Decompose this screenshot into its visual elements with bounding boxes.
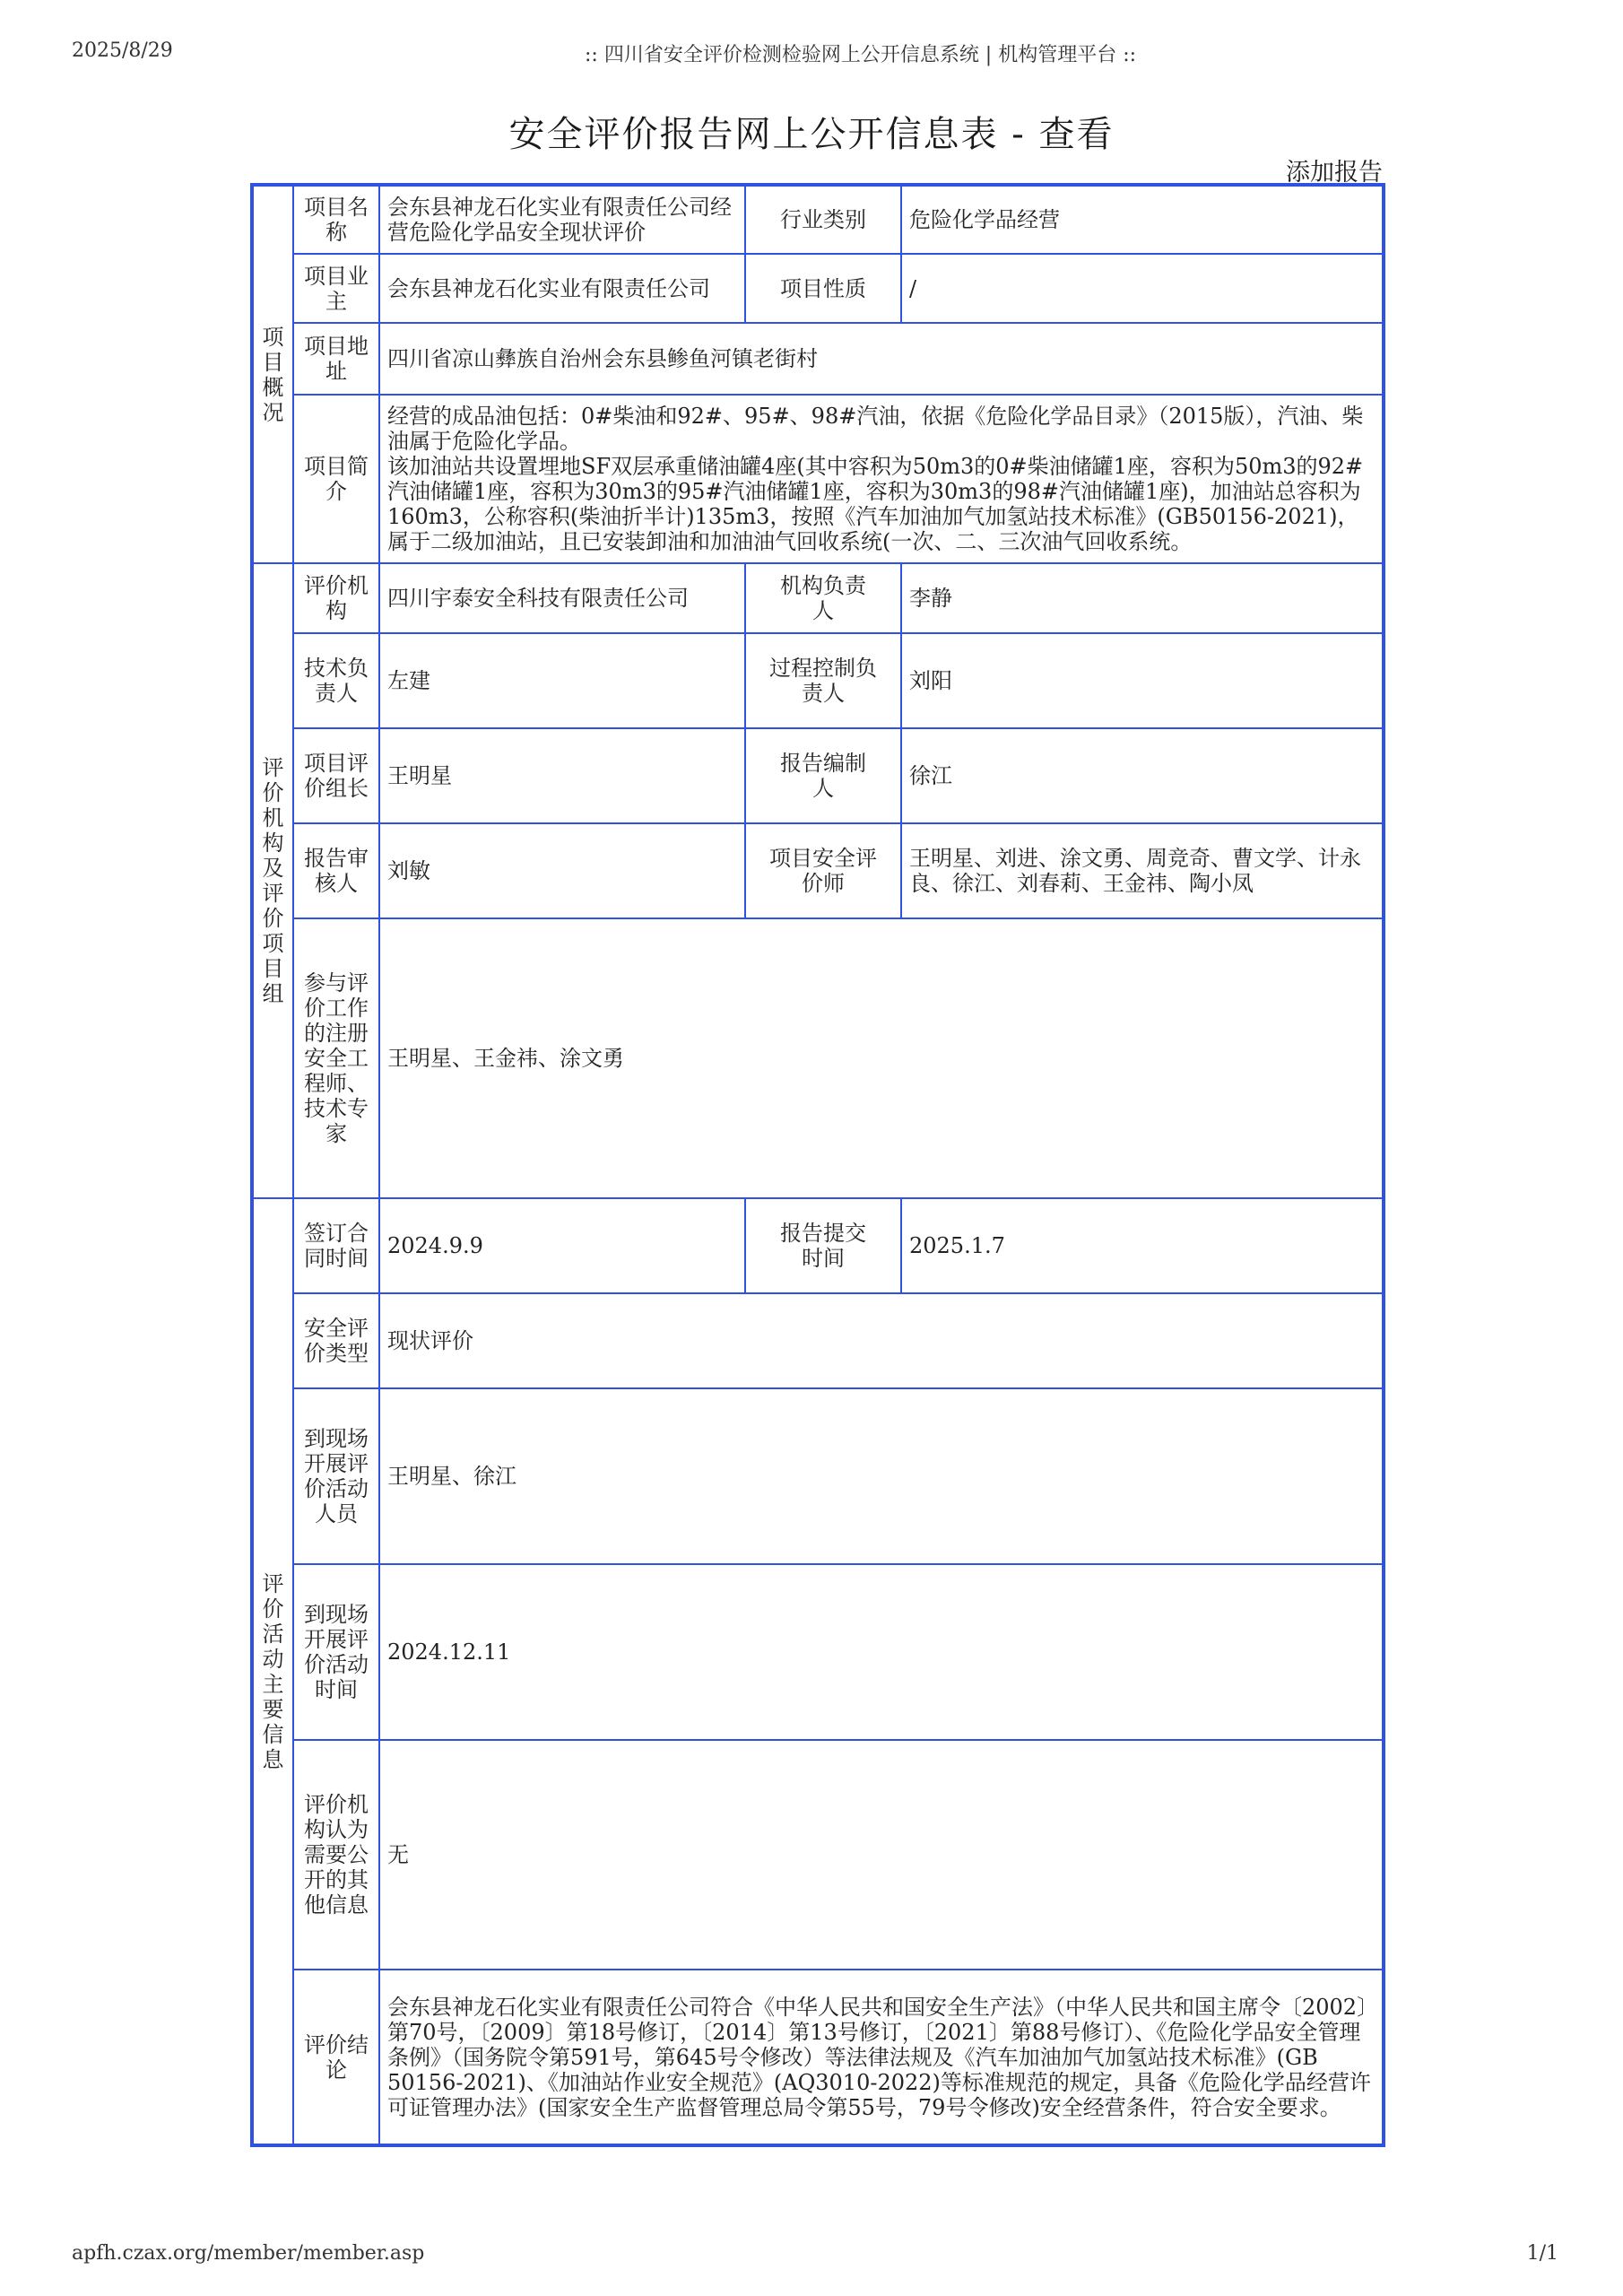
section-activity-label: 评价活动主要信息 (252, 1198, 293, 2145)
writer-label: 报告编制人 (745, 728, 901, 823)
nature-label: 项目性质 (745, 254, 901, 323)
industry-label: 行业类别 (745, 185, 901, 254)
nature-value: / (901, 254, 1384, 323)
row-eval-type (252, 1293, 1384, 1388)
org-head-value: 李静 (901, 563, 1384, 633)
conclusion-value: 会东县神龙石化实业有限责任公司符合《中华人民共和国安全生产法》（中华人民共和国主席令〔2002〕第70号，〔2009〕第18号修订，〔2014〕第13号修订，〔2021〕第88号修订）、《危险化学品安全管理条例》（国务院令第591号，第645号令修改）等法律法规及《汽车加油加气加氢站技术标准》(GB 50156-2021)、《加油站作业安全规范》(AQ3010-2022)等标准规范的规定，具备《危险化学品经营许可证管理办法》(国家安全生产监督管理总局令第55号，79号令修改)安全经营条件，符合安全要求。 (379, 1970, 1384, 2145)
onsite-date-value: 2024.12.11 (379, 1564, 1384, 1740)
team-leader-label: 项目评价组长 (293, 728, 379, 823)
evaluators-label: 项目安全评价师 (745, 823, 901, 918)
address-label: 项目地址 (293, 323, 379, 395)
other-info-label: 评价机构认为需要公开的其他信息 (293, 1740, 379, 1970)
process-head-value: 刘阳 (901, 633, 1384, 728)
industry-value: 危险化学品经营 (901, 185, 1384, 254)
reviewer-value: 刘敏 (379, 823, 745, 918)
page-number: 1/1 (1526, 2242, 1558, 2265)
onsite-people-label: 到现场开展评价活动人员 (293, 1388, 379, 1564)
other-info-value: 无 (379, 1740, 1384, 1970)
owner-value: 会东县神龙石化实业有限责任公司 (379, 254, 745, 323)
eval-type-label: 安全评价类型 (293, 1293, 379, 1388)
intro-label: 项目简介 (293, 395, 379, 563)
section-overview-label: 项目概况 (252, 185, 293, 563)
submit-date-label: 报告提交时间 (745, 1198, 901, 1293)
footer-url: apfh.czax.org/member/member.asp (72, 2242, 425, 2265)
onsite-date-label: 到现场开展评价活动时间 (293, 1564, 379, 1740)
onsite-people-value: 王明星、徐江 (379, 1388, 1384, 1564)
row-conclusion (252, 1970, 1384, 2145)
section-agency-label: 评价机构及评价项目组 (252, 563, 293, 1198)
row-address (252, 323, 1384, 395)
conclusion-label: 评价结论 (293, 1970, 379, 2145)
row-onsite-date (252, 1564, 1384, 1740)
row-owner (252, 254, 1384, 323)
row-contract-date (252, 1198, 1384, 1293)
process-head-label: 过程控制负责人 (745, 633, 901, 728)
row-tech-head (252, 633, 1384, 728)
eval-type-value: 现状评价 (379, 1293, 1384, 1388)
page-title: 安全评价报告网上公开信息表 - 查看 (508, 114, 1115, 155)
submit-date-value: 2025.1.7 (901, 1198, 1384, 1293)
row-project-name (252, 185, 1384, 254)
engineers-value: 王明星、王金祎、涂文勇 (379, 918, 1384, 1198)
contract-date-value: 2024.9.9 (379, 1198, 745, 1293)
row-intro (252, 395, 1384, 563)
tech-head-value: 左建 (379, 633, 745, 728)
writer-value: 徐江 (901, 728, 1384, 823)
org-label: 评价机构 (293, 563, 379, 633)
intro-paragraph-1: 经营的成品油包括：0#柴油和92#、95#、98#汽油，依据《危险化学品目录》（2015版），汽油、柴油属于危险化学品。 (387, 404, 1364, 454)
intro-value (379, 395, 1384, 563)
row-engineers (252, 918, 1384, 1198)
intro-paragraph-2: 该加油站共设置埋地SF双层承重储油罐4座(其中容积为50m3的0#柴油储罐1座，容积为50m3的92#汽油储罐1座，容积为30m3的95#汽油储罐1座，容积为30m3的98#汽油储罐1座)，加油站总容积为160m3，公称容积(柴油折半计)135m3，按照《汽车加油加气加氢站技术标准》(GB50156-2021)，属于二级加油站，且已安装卸油和加油油气回收系统(一次、二、三次油气回收系统。 (387, 454, 1364, 554)
project-name-value: 会东县神龙石化实业有限责任公司经营危险化学品安全现状评价 (379, 185, 745, 254)
row-onsite-people (252, 1388, 1384, 1564)
team-leader-value: 王明星 (379, 728, 745, 823)
info-table (250, 183, 1385, 2147)
project-name-label: 项目名称 (293, 185, 379, 254)
address-value: 四川省凉山彝族自治州会东县鲹鱼河镇老街村 (379, 323, 1384, 395)
system-title: :: 四川省安全评价检测检验网上公开信息系统 | 机构管理平台 :: (585, 44, 1137, 66)
contract-date-label: 签订合同时间 (293, 1198, 379, 1293)
owner-label: 项目业主 (293, 254, 379, 323)
tech-head-label: 技术负责人 (293, 633, 379, 728)
add-report-link[interactable]: 添加报告 (1286, 159, 1383, 187)
org-value: 四川宇泰安全科技有限责任公司 (379, 563, 745, 633)
print-date: 2025/8/29 (72, 39, 173, 62)
engineers-label: 参与评价工作的注册安全工程师、技术专家 (293, 918, 379, 1198)
row-agency (252, 563, 1384, 633)
evaluators-value: 王明星、刘进、涂文勇、周竞奇、曹文学、计永良、徐江、刘春莉、王金祎、陶小凤 (901, 823, 1384, 918)
row-team-leader (252, 728, 1384, 823)
row-reviewer (252, 823, 1384, 918)
reviewer-label: 报告审核人 (293, 823, 379, 918)
org-head-label: 机构负责人 (745, 563, 901, 633)
row-other-info (252, 1740, 1384, 1970)
